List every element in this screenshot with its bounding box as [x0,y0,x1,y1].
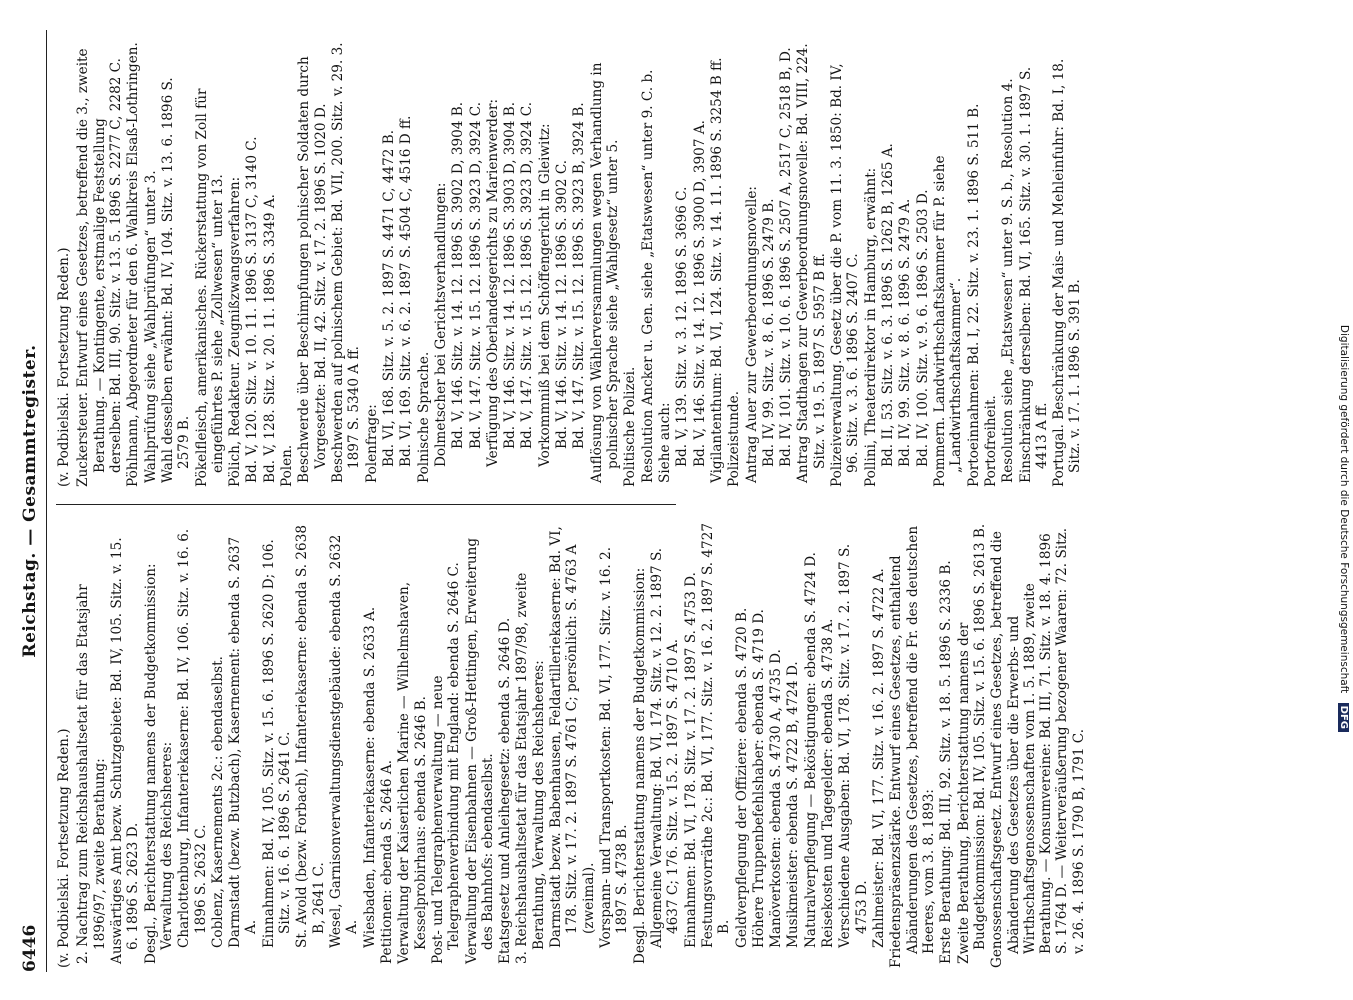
index-entry: Bd. IV, 100. Sitz. v. 9. 6. 1896 S. 2503 D. [914,189,931,467]
index-entry: Bd. V, 120. Sitz. v. 10. 11. 1896 S. 3137 C, 3140 C. [244,136,261,483]
index-entry: Polnische Sprache. [415,351,432,483]
index-entry: Reisekosten und Tagegelder: ebenda S. 4738 A. [820,618,837,948]
index-entry: Einnahmen: Bd. IV, 105. Sitz. v. 15. 6. 1896 S. 2620 D; 106. Sitz. v. 16. 6. 1896 S. 2641 C. [260,539,294,948]
index-entry: Charlottenburg, Infanteriekaserne: Bd. IV, 106. Sitz. v. 16. 6. 1896 S. 2632 C. [176,528,209,948]
index-heading-entry: Polen. [279,444,296,487]
index-entry: Allgemeine Verwaltung: Bd. VI, 174. Sitz. v. 12. 2. 1897 S. 4637 C; 176. Sitz. v. 15. 2. 1897 S. 4710 A. [648,547,682,948]
index-entry: Wahlprüfung siehe „Wahlprüfungen“ unter 3. [142,170,159,483]
index-entry: Zahlmeister: Bd. VI, 177. Sitz. v. 16. 2. 1897 S. 4722 A. [871,568,887,948]
index-heading-entry: Friedenspräsenzstärke. Entwurf eines Gesetzes, enthaltend Abänderungen des Gesetzes, betreffend die Fr. des deutschen Heeres, vom 3. 8. 1893: [888,525,937,968]
index-entry: Bd. II, 53. Sitz. v. 6. 3. 1896 S. 1262 B, 1265 A. [880,143,896,467]
index-entry: Geldverpflegung der Offiziere: ebenda S. 4720 B. [733,607,750,948]
index-heading-entry: Pöhlmann, Abgeordneter für den 6. Wahlkreis Elsaß-Lothringen. [125,42,142,487]
index-entry: Darmstadt bezw. Babenhausen, Feldartilleriekaserne: Bd. VI, 178. Sitz. v. 17. 2. 1897 S. 4761 C; persönlich: S. 4763 A (zweimal). [548,526,597,948]
index-entry: Musikmeister: ebenda S. 4722 B, 4724 D. [785,661,802,948]
page-header [14,30,54,972]
header-rule [46,30,47,972]
index-entry: Petitionen: ebenda S. 2646 A. [378,759,395,964]
index-entry: Vorspann- und Transportkosten: Bd. VI, 177. Sitz. v. 16. 2. 1897 S. 4738 B. [598,546,631,948]
index-entry: Beschwerde über Beschimpfungen polnischer Soldaten durch Vorgesetzte: Bd. II, 42. Sitz. v. 17. 2. 1896 S. 1020 D. [296,56,329,483]
index-entry: Bd. V, 147. Sitz. v. 15. 12. 1896 S. 3923 D, 3924 C. [519,101,536,449]
page-title: Reichstag. — Gesammtregister. [20,344,40,658]
right-column [56,42,1085,487]
index-entry: Wahl desselben erwähnt: Bd. IV, 104. Sitz. v. 13. 6. 1896 S. 2579 B. [159,77,193,483]
index-entry: Bd. V, 128. Sitz. v. 20. 11. 1896 S. 3349 A. [261,194,278,483]
index-entry: Verwaltung der Kaiserlichen Marine — Wilhelmshaven, Kesselprobirhaus: ebenda S. 2646 B. [396,581,429,964]
page-number: 6446 [20,924,40,972]
index-entry: Bd. V, 139. Sitz. v. 3. 12. 1896 S. 3696 C. [674,186,691,467]
index-entry: Wiesbaden, Infanteriekaserne: ebenda S. 2633 A. [361,606,378,948]
index-entry: Naturalverpflegung — Beköstigungen: ebenda S. 4724 D. [802,551,819,948]
index-entry: Erste Berathung: Bd. III, 92. Sitz. v. 18. 5. 1896 S. 2336 B. [938,560,955,964]
dfg-logo: DFG [1338,703,1349,732]
index-entry: Dolmetscher bei Gerichtsverhandlungen: [432,182,449,467]
index-heading-entry: Pommern. Landwirthschaftskammer für P. siehe „Landwirthschaftskammer“. [931,155,965,487]
left-column [56,523,1088,968]
index-entry: Bd. IV, 101. Sitz. v. 10. 6. 1896 S. 2507 A, 2517 C, 2518 B, D. [778,47,795,467]
index-heading-entry: Politische Polizei. [622,366,639,487]
index-entry: Coblenz, Kasernements 2c.: ebendaselbst. [209,656,226,948]
index-heading-entry: Zuckersteuer. Entwurf eines Gesetzes, betreffend die 3., zweite Berathung. — Kontingente, erstmalige Feststellung derselben: Bd. III, 90. Sitz. v. 13. 5. 1896 S. 2277 C, 2282 C. [75,48,124,487]
index-entry: Verfügung des Oberlandesgerichts zu Marienwerder: [484,98,501,467]
index-entry: Polenfrage: [363,404,380,483]
index-entry: Resolution Ancker u. Gen. siehe „Etatswesen“ unter 9. C. b. [639,69,656,483]
index-entry: Zweite Berathung, Berichterstattung namens der Budgetkommission: Bd. IV, 105. Sitz. v. 15. 6. 1896 S. 2613 B. [955,523,988,964]
index-entry: Desgl., Berichterstattung namens der Budgetkommission: Verwaltung des Reichsheeres: [142,563,175,964]
index-entry: 2. Nachtrag zum Reichshaushaltsetat für das Etatsjahr 1896/97, zweite Berathung: [75,584,108,964]
index-entry: Bd. IV, 99. Sitz. v. 8. 6. 1896 S. 2479 B. [760,198,777,467]
index-heading-entry: Polizeistunde. [726,390,743,487]
index-entry: Bd. VI, 168. Sitz. v. 5. 2. 1897 S. 4471 C, 4472 B. [380,129,397,467]
index-entry: Antrag Stadthagen zur Gewerbeordnungsnovelle: Bd. VIII, 224. Sitz. v. 19. 5. 1897 S. 5957 B ff. [795,43,828,483]
index-entry: Festungsvorräthe 2c.: Bd. VI, 177. Sitz. v. 16. 2. 1897 S. 4727 B. [699,523,733,948]
index-entry: Auswärtiges Amt bezw. Schutzgebiete: Bd. IV, 105. Sitz. v. 15. 6. 1896 S. 2623 D. [108,537,142,964]
index-entry: Auflösung von Wählerversammlungen wegen Verhandlung in polnischer Sprache siehe „Wahlgesetz“ unter 5. [588,62,621,483]
index-entry: Beschwerden auf polnischem Gebiet: Bd. VII, 200. Sitz. v. 29. 3. 1897 S. 5340 A ff. [330,42,363,483]
index-entry: Einschränkung derselben: Bd. VI, 165. Sitz. v. 30. 1. 1897 S. 4413 A ff. [1017,66,1050,483]
index-heading-entry: Portoeinnahmen: Bd. I, 22. Sitz. v. 23. 1. 1896 S. 511 B. [965,103,982,487]
index-entry: Bd. V, 146. Sitz. v. 14. 12. 1896 S. 3900 D, 3907 A. [691,120,708,467]
index-entry: Wesel, Garnisonverwaltungsdienstgebäude: ebenda S. 2632 A. [328,534,361,948]
index-entry: Siehe auch: [656,402,673,483]
index-entry: Desgl. Berichterstattung namens der Budgetkommission: [631,567,648,964]
index-entry: Bd. VI, 169. Sitz. v. 6. 2. 1897 S. 4504 C, 4516 D ff. [398,115,415,467]
index-entry: Post- und Telegraphenverwaltung — neue Telegraphenverbindung mit England: ebenda S. 2646 C. [429,562,463,964]
index-entry: Verschiedene Ausgaben: Bd. VI, 178. Sitz. v. 17. 2. 1897 S. 4753 D. [837,543,870,948]
index-heading-entry: Portugal. Beschränkung der Mais- und Mehleinfuhr: Bd. I, 18. Sitz. v. 17. 1. 1896 S. 391 B. [1051,58,1084,487]
index-entry: Antrag Auer zur Gewerbeordnungsnovelle: [743,186,760,483]
index-entry: Verwaltung der Eisenbahnen — Groß-Hettingen, Erweiterung des Bahnhofs: ebendaselbst. [463,537,496,964]
index-heading-entry: Pollini, Theaterdirektor in Hamburg, erwähnt: [862,167,879,487]
index-entry: Bd. V, 146. Sitz. v. 14. 12. 1896 S. 3903 D, 3904 B. [502,101,519,449]
index-heading-entry: Polizeiverwaltung. Gesetz über die P. vom 11. 3. 1850: Bd. IV, 96. Sitz. v. 3. 6. 1896 S. 2407 C. [829,63,862,487]
index-entry: Vorkommniß bei dem Schöffengericht in Gleiwitz: [536,123,553,467]
digitization-banner-text-wrap [1330,12,1350,732]
index-entry: Darmstadt (bezw. Butzbach), Kasernement: ebenda S. 2637 A. [227,536,260,948]
index-entry: Bd. IV, 99. Sitz. v. 8. 6. 1896 S. 2479 A. [897,198,914,467]
index-heading-entry: Pölich, Redakteur. Zeugnißzwangsverfahren: [227,176,244,487]
digitization-banner-text: Digitalisierung gefördert durch die Deutsche Forschungsgemeinschaft [1338,324,1350,694]
continuation-heading: (v. Podbielski. Fortsetzung Reden.) [56,247,72,487]
index-entry: Höhere Truppenbefehlshaber: ebenda S. 4719 D. [750,609,767,948]
index-heading-entry: Pökelfleisch, amerikanisches. Rückerstattung von Zoll für eingeführtes P. siehe „Zollwesen“ unter 13. [193,88,226,487]
index-heading-entry: Portofreiheit. [982,395,999,487]
digitization-banner [1330,12,1350,732]
index-entry: Bd. V, 147. Sitz. v. 15. 12. 1896 S. 3923 B, 3924 B. [571,102,588,449]
continuation-heading: (v. Podbielski. Fortsetzung Reden.) [56,728,72,968]
index-entry: Manöverkosten: ebenda S. 4730 A, 4735 D. [768,649,785,948]
index-entry: Einnahmen: Bd. VI, 178. Sitz. v. 17. 2. 1897 S. 4753 D. [682,572,699,948]
index-entry: St. Avold (bezw. Forbach), Infanteriekaserne: ebenda S. 2638 B, 2641 C. [294,525,327,948]
index-entry: Bd. V, 146. Sitz. v. 14. 12. 1896 S. 3902 D, 3904 B. [450,101,467,449]
column-divider [56,504,676,505]
index-entry: Etatsgesetz und Anleihegesetz: ebenda S. 2646 D. [497,617,514,964]
index-entry: Vigilantenthum: Bd. VI, 124. Sitz. v. 14. 11. 1896 S. 3254 B ff. [708,57,725,483]
index-entry: 3. Reichshaushaltsetat für das Etatsjahr 1897/98, zweite Berathung, Verwaltung des Reichsheeres: [514,572,547,964]
index-heading-entry: Genossenschaftsgesetz. Entwurf eines Gesetzes, betreffend die Abänderung des Gesetzes über die Erwerbs- und Wirthschaftsgenossenschaften vom 1. 5. 1889, zweite Berathung. — Konsumvereine: Bd. III, 71. Sitz. v. 18. 4. 1896 S. 1764 D. — Weiterveräußerung bezogener Waaren: 72. Sitz. v. 26. 4. 1896 S. 1790 B, 1791 C. [989,527,1087,968]
index-entry: Resolution siehe „Etatswesen“ unter 9. S. b., Resolution 4. [1000,78,1017,483]
index-entry: Bd. V, 147. Sitz. v. 15. 12. 1896 S. 3923 D, 3924 C. [467,101,484,449]
index-entry: Bd. V, 146. Sitz. v. 14. 12. 1896 S. 3902 C. [554,159,571,449]
